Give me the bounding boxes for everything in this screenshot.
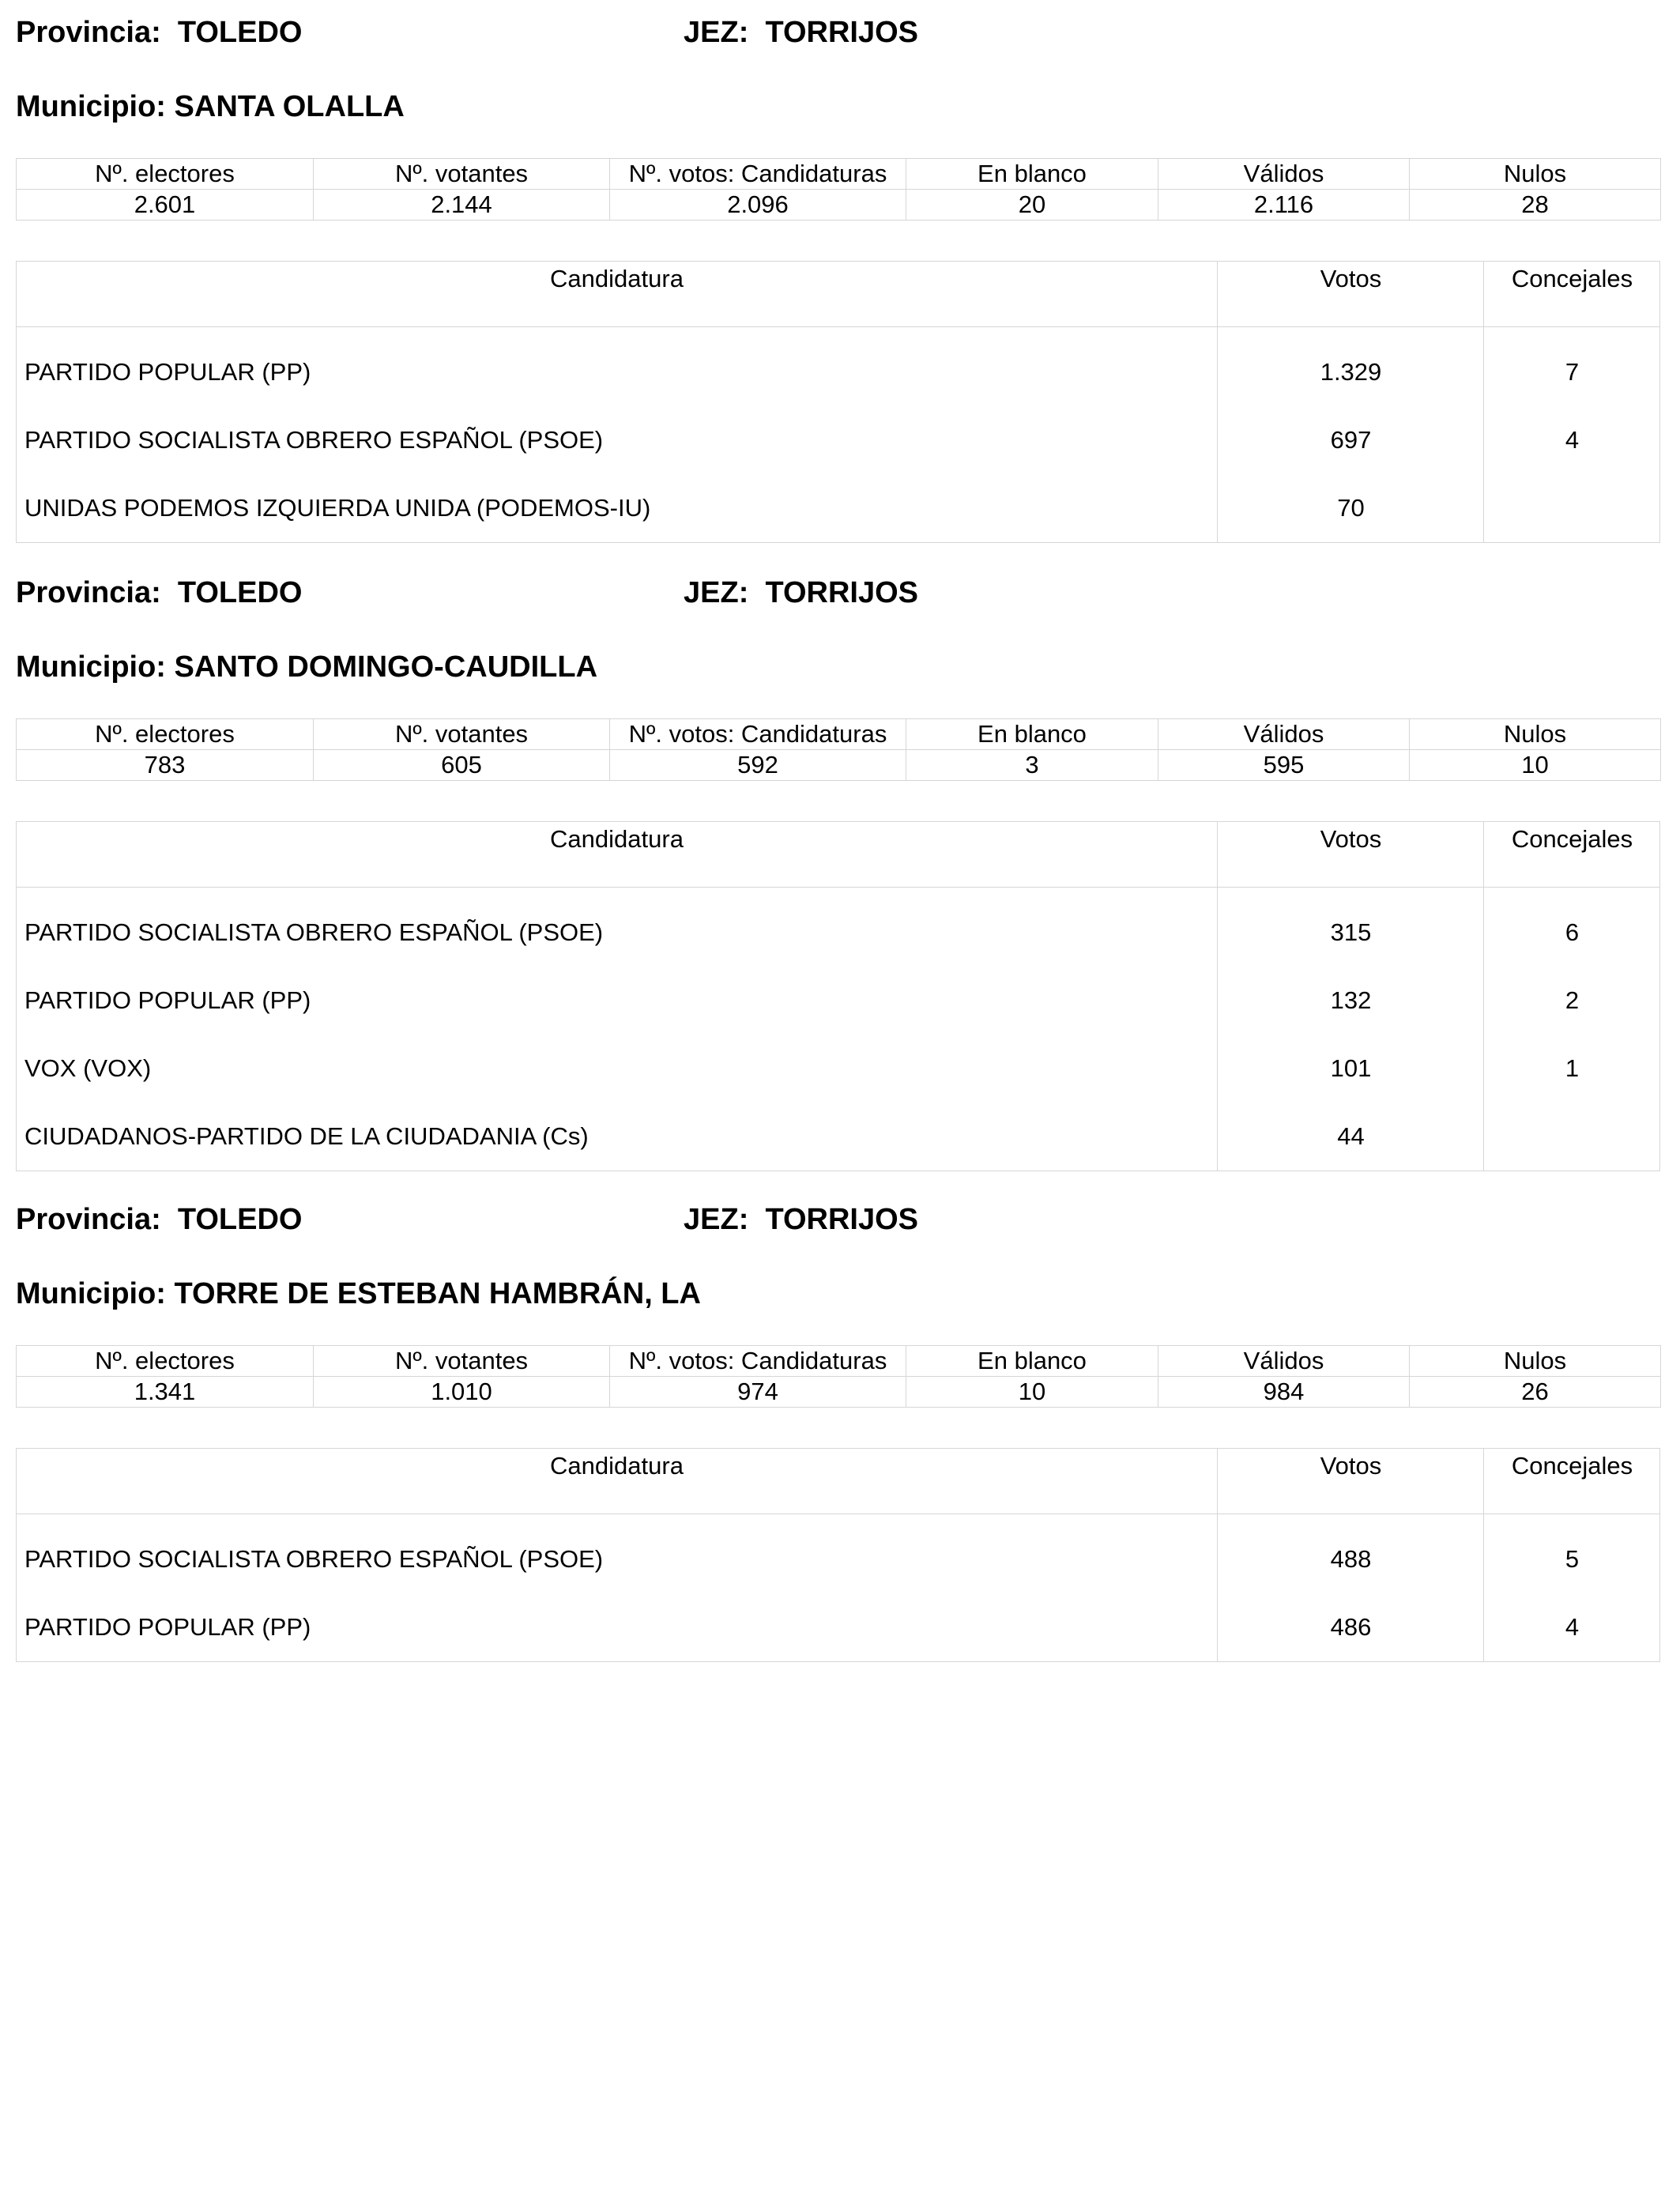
- municipio-value: SANTA OLALLA: [174, 90, 405, 123]
- candidatura-cell: PARTIDO POPULAR (PP): [24, 986, 311, 1014]
- col-candidatura-header: Candidatura: [550, 1452, 684, 1480]
- candidatura-cell: PARTIDO POPULAR (PP): [24, 358, 311, 386]
- provincia-value: TOLEDO: [177, 1203, 303, 1236]
- concejales-cell: 1: [1483, 1035, 1660, 1103]
- votos-cell: 101: [1217, 1035, 1484, 1103]
- results-header-row: [17, 822, 1659, 888]
- col-votos-header: Votos: [1217, 822, 1484, 887]
- jez-label: JEZ:: [684, 16, 766, 49]
- row-spacer: [17, 327, 1659, 338]
- provincia-heading: [16, 575, 302, 611]
- col-divider: [1217, 1514, 1484, 1525]
- concejales-cell: 2: [1483, 967, 1660, 1035]
- stats-value-cell: 20: [906, 190, 1158, 221]
- stats-header-cell: Nº. votantes: [314, 1346, 610, 1377]
- col-concejales-header: Concejales: [1483, 822, 1660, 887]
- jez-heading: [684, 575, 918, 611]
- stats-header-row: [17, 719, 1661, 750]
- stats-header-cell: Válidos: [1158, 1346, 1410, 1377]
- votos-cell: 488: [1217, 1525, 1484, 1593]
- stats-header-cell: En blanco: [906, 159, 1158, 190]
- stats-header-cell: Nº. votos: Candidaturas: [610, 1346, 906, 1377]
- stats-header-cell: Nº. electores: [17, 1346, 314, 1377]
- stats-header-cell: Nº. electores: [17, 159, 314, 190]
- stats-value-cell: 2.096: [610, 190, 906, 221]
- candidatura-cell: VOX (VOX): [24, 1054, 152, 1082]
- provincia-value: TOLEDO: [177, 576, 303, 609]
- municipio-heading: [16, 1276, 701, 1312]
- concejales-cell: 6: [1483, 899, 1660, 967]
- provincia-heading: [16, 1201, 302, 1238]
- jez-value: TORRIJOS: [765, 576, 919, 609]
- stats-value-cell: 984: [1158, 1377, 1410, 1408]
- votos-cell: 70: [1217, 474, 1484, 542]
- concejales-cell: 4: [1483, 406, 1660, 474]
- col-candidatura-header: Candidatura: [550, 265, 684, 292]
- jez-heading: [684, 1201, 918, 1238]
- stats-header-cell: Válidos: [1158, 719, 1410, 750]
- votos-cell: 697: [1217, 406, 1484, 474]
- provincia-label: Provincia:: [16, 1203, 178, 1236]
- results-row: [17, 474, 1659, 542]
- concejales-cell: 7: [1483, 338, 1660, 406]
- concejales-cell: 5: [1483, 1525, 1660, 1593]
- stats-table: [16, 158, 1661, 221]
- results-row: [17, 338, 1659, 406]
- results-row: [17, 967, 1659, 1035]
- results-row: [17, 1103, 1659, 1171]
- jez-label: JEZ:: [684, 576, 766, 609]
- results-row: [17, 899, 1659, 967]
- results-row: [17, 406, 1659, 474]
- jez-value: TORRIJOS: [765, 1203, 919, 1236]
- results-header-row: [17, 1449, 1659, 1514]
- results-table: [16, 821, 1660, 1171]
- stats-value-cell: 783: [17, 750, 314, 781]
- results-row: [17, 1035, 1659, 1103]
- candidatura-cell: PARTIDO SOCIALISTA OBRERO ESPAÑOL (PSOE): [24, 1545, 604, 1573]
- provincia-label: Provincia:: [16, 576, 178, 609]
- municipio-value: SANTO DOMINGO-CAUDILLA: [174, 650, 598, 684]
- col-divider: [1483, 888, 1660, 899]
- votos-cell: 1.329: [1217, 338, 1484, 406]
- stats-value-row: [17, 190, 1661, 221]
- stats-value-row: [17, 750, 1661, 781]
- candidatura-cell: PARTIDO SOCIALISTA OBRERO ESPAÑOL (PSOE): [24, 918, 604, 946]
- col-divider: [1217, 888, 1484, 899]
- concejales-cell: 4: [1483, 1593, 1660, 1661]
- stats-value-cell: 3: [906, 750, 1158, 781]
- stats-value-cell: 2.116: [1158, 190, 1410, 221]
- results-row: [17, 1593, 1659, 1661]
- stats-header-cell: Nº. votantes: [314, 719, 610, 750]
- stats-header-cell: Nulos: [1410, 719, 1661, 750]
- stats-header-cell: Nº. votantes: [314, 159, 610, 190]
- stats-header-cell: Nº. electores: [17, 719, 314, 750]
- stats-value-cell: 1.341: [17, 1377, 314, 1408]
- stats-value-cell: 2.601: [17, 190, 314, 221]
- col-divider: [1483, 1514, 1660, 1525]
- row-spacer: [17, 888, 1659, 899]
- stats-header-cell: En blanco: [906, 719, 1158, 750]
- stats-header-cell: Válidos: [1158, 159, 1410, 190]
- provincia-heading: [16, 14, 302, 51]
- votos-cell: 315: [1217, 899, 1484, 967]
- stats-header-cell: Nº. votos: Candidaturas: [610, 719, 906, 750]
- stats-header-cell: Nulos: [1410, 159, 1661, 190]
- col-divider: [1217, 327, 1484, 338]
- stats-value-cell: 605: [314, 750, 610, 781]
- stats-header-row: [17, 1346, 1661, 1377]
- col-votos-header: Votos: [1217, 262, 1484, 326]
- municipio-heading: [16, 89, 405, 125]
- stats-header-cell: Nulos: [1410, 1346, 1661, 1377]
- col-candidatura-header: Candidatura: [550, 825, 684, 853]
- candidatura-cell: PARTIDO POPULAR (PP): [24, 1613, 311, 1641]
- col-divider: [1483, 327, 1660, 338]
- col-concejales-header: Concejales: [1483, 1449, 1660, 1514]
- results-table: [16, 1448, 1660, 1662]
- provincia-label: Provincia:: [16, 16, 178, 49]
- results-header-row: [17, 262, 1659, 327]
- votos-cell: 486: [1217, 1593, 1484, 1661]
- stats-header-row: [17, 159, 1661, 190]
- jez-label: JEZ:: [684, 1203, 766, 1236]
- votos-cell: 44: [1217, 1103, 1484, 1171]
- stats-value-cell: 10: [906, 1377, 1158, 1408]
- stats-value-cell: 10: [1410, 750, 1661, 781]
- municipio-label: Municipio:: [16, 650, 175, 684]
- stats-value-cell: 592: [610, 750, 906, 781]
- concejales-cell: [1483, 474, 1660, 542]
- results-table: [16, 261, 1660, 543]
- stats-header-cell: En blanco: [906, 1346, 1158, 1377]
- stats-table: [16, 1345, 1661, 1408]
- candidatura-cell: PARTIDO SOCIALISTA OBRERO ESPAÑOL (PSOE): [24, 426, 604, 454]
- municipio-label: Municipio:: [16, 90, 175, 123]
- candidatura-cell: CIUDADANOS-PARTIDO DE LA CIUDADANIA (Cs): [24, 1122, 589, 1150]
- provincia-value: TOLEDO: [177, 16, 303, 49]
- municipio-label: Municipio:: [16, 1277, 175, 1310]
- stats-value-cell: 1.010: [314, 1377, 610, 1408]
- jez-value: TORRIJOS: [765, 16, 919, 49]
- col-votos-header: Votos: [1217, 1449, 1484, 1514]
- jez-heading: [684, 14, 918, 51]
- stats-value-cell: 26: [1410, 1377, 1661, 1408]
- municipio-heading: [16, 649, 597, 685]
- votos-cell: 132: [1217, 967, 1484, 1035]
- stats-value-cell: 28: [1410, 190, 1661, 221]
- stats-table: [16, 718, 1661, 781]
- municipio-value: TORRE DE ESTEBAN HAMBRÁN, LA: [174, 1277, 701, 1310]
- col-concejales-header: Concejales: [1483, 262, 1660, 326]
- stats-value-row: [17, 1377, 1661, 1408]
- results-row: [17, 1525, 1659, 1593]
- stats-header-cell: Nº. votos: Candidaturas: [610, 159, 906, 190]
- concejales-cell: [1483, 1103, 1660, 1171]
- stats-value-cell: 974: [610, 1377, 906, 1408]
- candidatura-cell: UNIDAS PODEMOS IZQUIERDA UNIDA (PODEMOS-IU): [24, 494, 651, 522]
- stats-value-cell: 595: [1158, 750, 1410, 781]
- row-spacer: [17, 1514, 1659, 1525]
- stats-value-cell: 2.144: [314, 190, 610, 221]
